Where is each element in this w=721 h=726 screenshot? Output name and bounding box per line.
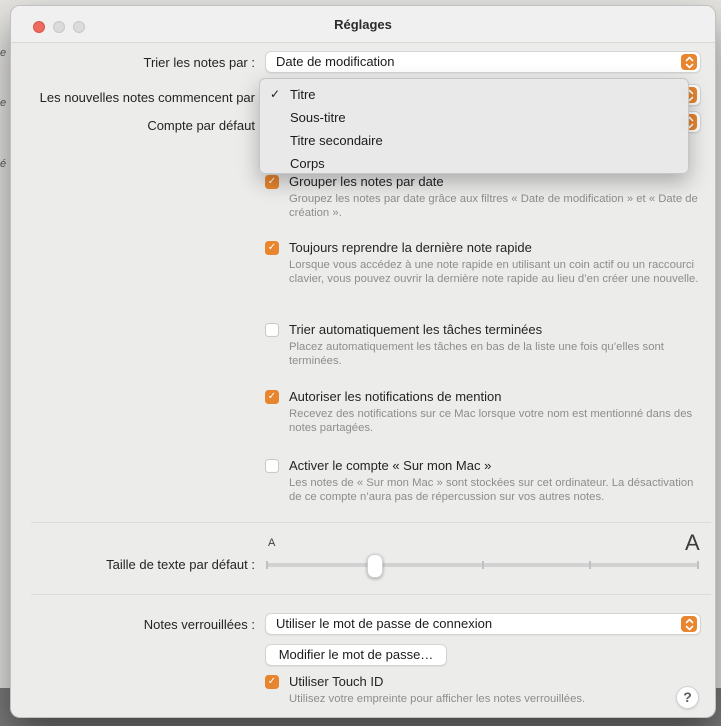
touch-id bbox=[265, 674, 715, 707]
checkbox-description: Lorsque vous accédez à une note rapide en utilisant un coin actif ou un raccourci clavier, vous pouvez ouvrir la dernière note rapide au lieu d’en créer une nouvelle. bbox=[289, 259, 699, 285]
popup-stepper-icon bbox=[681, 54, 697, 70]
background-text-fragment: e bbox=[0, 47, 7, 59]
selected-check-icon: ✓ bbox=[270, 87, 281, 101]
sort-notes-popup[interactable] bbox=[265, 51, 701, 73]
text-size-label: Taille de texte par défaut : bbox=[106, 557, 255, 572]
menu-item-label: Titre bbox=[290, 87, 316, 102]
window-title: Réglages bbox=[334, 17, 392, 32]
on-my-mac-account-checkbox[interactable] bbox=[265, 459, 279, 473]
checkbox-description: Recevez des notifications sur ce Mac lorsque votre nom est mentionné dans des notes partagées. bbox=[289, 408, 693, 434]
text-size-slider[interactable] bbox=[267, 563, 698, 567]
group-notes-by-date-checkbox[interactable]: ✓ bbox=[265, 175, 279, 189]
menu-item-label: Corps bbox=[290, 156, 325, 171]
titlebar[interactable] bbox=[11, 6, 715, 43]
resume-quick-note-checkbox[interactable]: ✓ bbox=[265, 241, 279, 255]
checkbox-description: Groupez les notes par date grâce aux filtres « Date de modification » et « Date de création ». bbox=[289, 193, 698, 219]
menu-item-label: Sous-titre bbox=[290, 110, 346, 125]
checkbox-description: Les notes de « Sur mon Mac » sont stockées sur cet ordinateur. La désactivation de ce compte n’aura pas de répercussion sur vos autres notes. bbox=[289, 477, 694, 503]
menu-item-sous-titre[interactable] bbox=[260, 106, 688, 129]
slider-tick bbox=[589, 561, 591, 569]
checkbox-label: Activer le compte « Sur mon Mac » bbox=[289, 458, 492, 473]
checkbox-label: Toujours reprendre la dernière note rapide bbox=[289, 240, 532, 255]
checkbox-label: Trier automatiquement les tâches terminées bbox=[289, 322, 543, 337]
new-notes-start-label: Les nouvelles notes commencent par bbox=[39, 90, 255, 105]
locked-notes-label: Notes verrouillées : bbox=[143, 617, 255, 632]
background-text-fragment: e bbox=[0, 97, 7, 109]
divider bbox=[31, 522, 711, 523]
small-text-size-icon: A bbox=[268, 537, 276, 549]
sort-completed-tasks-checkbox[interactable] bbox=[265, 323, 279, 337]
touch-id-checkbox[interactable]: ✓ bbox=[265, 675, 279, 689]
locked-notes-popup[interactable] bbox=[265, 613, 701, 635]
locked-notes-value: Utiliser le mot de passe de connexion bbox=[276, 616, 493, 631]
slider-thumb[interactable] bbox=[367, 554, 383, 578]
checkbox-label: Utiliser Touch ID bbox=[289, 674, 384, 689]
on-my-mac-account bbox=[265, 458, 715, 504]
menu-item-corps[interactable] bbox=[260, 152, 688, 175]
group-notes-by-date bbox=[265, 174, 715, 220]
mention-notifications bbox=[265, 389, 715, 435]
large-text-size-icon: A bbox=[685, 530, 700, 555]
checkbox-description: Placez automatiquement les tâches en bas de la liste une fois qu’elles sont terminées. bbox=[289, 341, 664, 367]
sort-notes-value: Date de modification bbox=[276, 54, 395, 69]
popup-stepper-icon bbox=[681, 616, 697, 632]
checkbox-description: Utilisez votre empreinte pour afficher les notes verrouillées. bbox=[289, 693, 586, 705]
change-password-button[interactable]: Modifier le mot de passe… bbox=[265, 644, 447, 666]
slider-tick bbox=[482, 561, 484, 569]
settings-window bbox=[10, 5, 716, 718]
help-button[interactable]: ? bbox=[676, 686, 699, 709]
background-text-fragment: é bbox=[0, 158, 7, 170]
resume-quick-note bbox=[265, 240, 715, 286]
menu-item-titre-secondaire[interactable] bbox=[260, 129, 688, 152]
dropdown-menu bbox=[259, 78, 689, 174]
sort-notes-label: Trier les notes par : bbox=[143, 55, 255, 70]
default-account-label: Compte par défaut bbox=[147, 118, 255, 133]
slider-tick bbox=[266, 561, 268, 569]
slider-tick bbox=[697, 561, 699, 569]
checkbox-label: Grouper les notes par date bbox=[289, 174, 444, 189]
mention-notifications-checkbox[interactable]: ✓ bbox=[265, 390, 279, 404]
sort-completed-tasks bbox=[265, 322, 715, 368]
divider bbox=[31, 594, 711, 595]
checkbox-label: Autoriser les notifications de mention bbox=[289, 389, 502, 404]
menu-item-label: Titre secondaire bbox=[290, 133, 383, 148]
menu-item-titre[interactable] bbox=[260, 83, 688, 106]
